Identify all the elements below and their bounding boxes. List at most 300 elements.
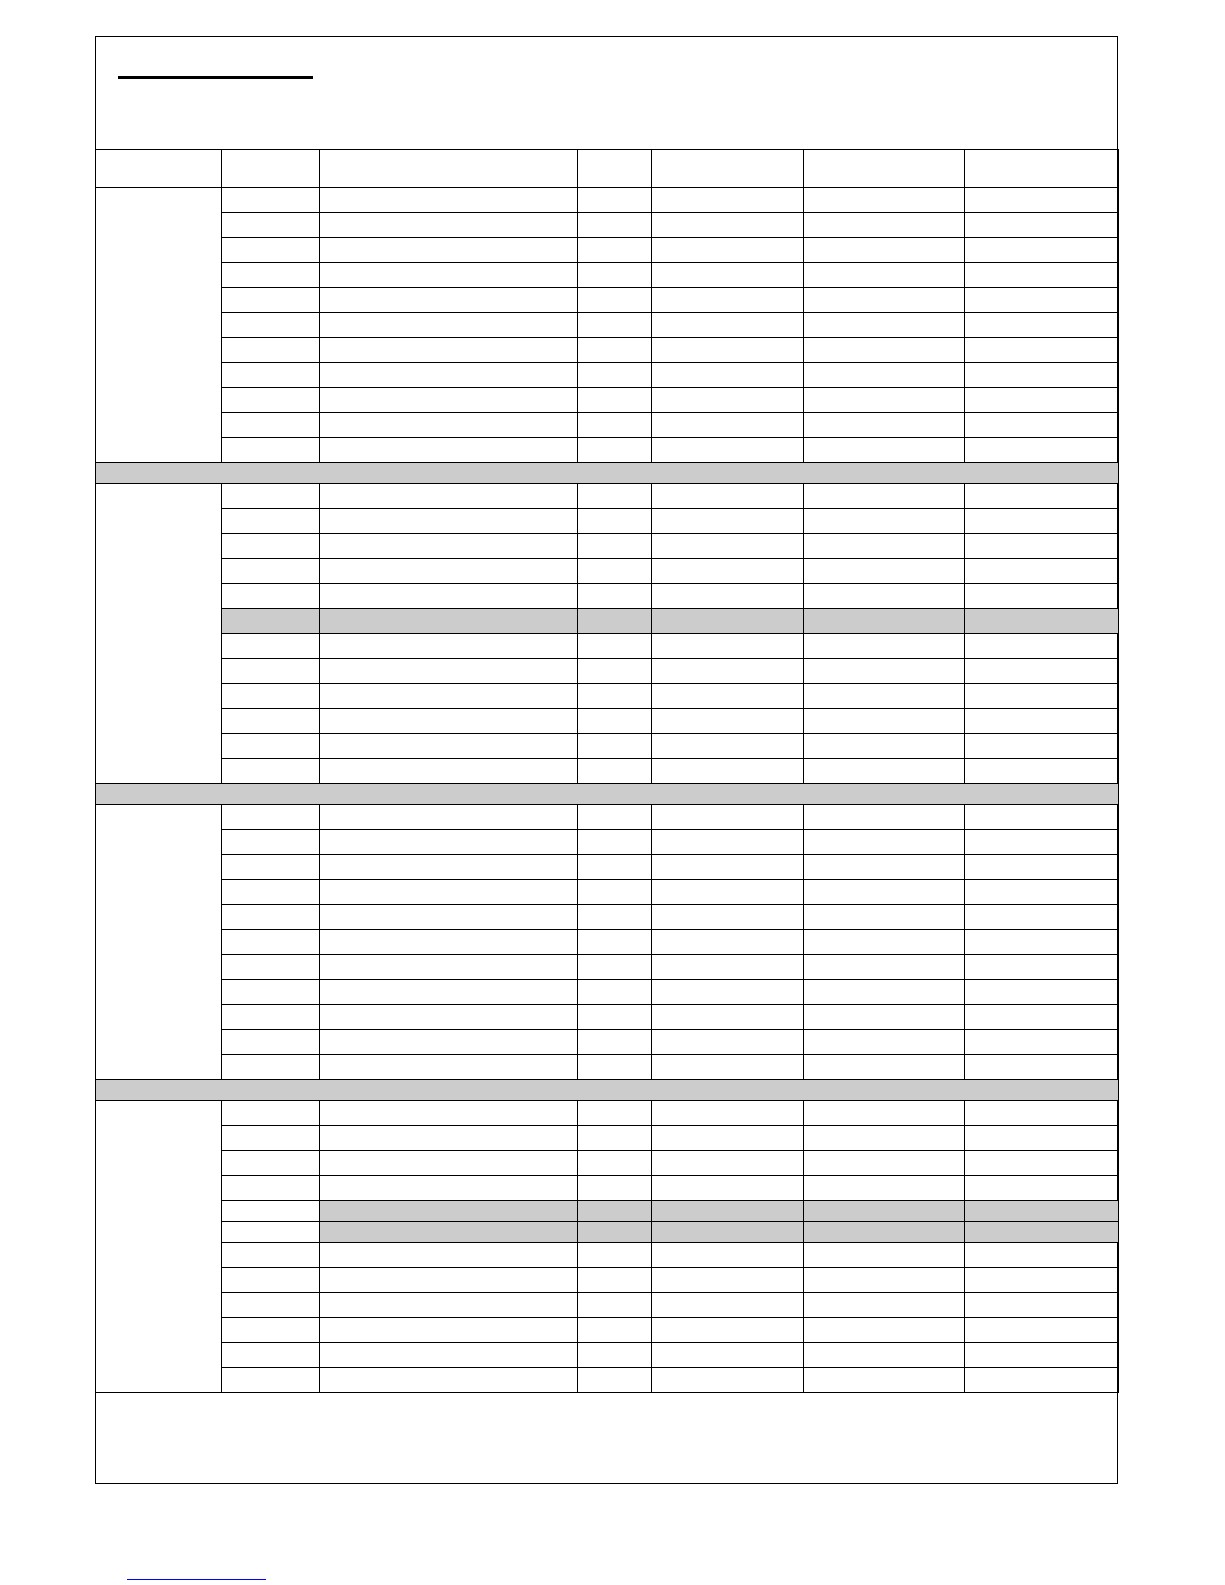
table-cell bbox=[222, 1293, 320, 1318]
table-cell bbox=[320, 734, 578, 759]
table-cell bbox=[965, 338, 1119, 363]
table-cell bbox=[804, 484, 965, 509]
table-cell bbox=[320, 388, 578, 413]
column-header bbox=[804, 150, 965, 188]
table-cell bbox=[652, 584, 804, 609]
table-cell bbox=[578, 363, 652, 388]
table-cell bbox=[578, 709, 652, 734]
table-cell bbox=[578, 955, 652, 980]
table-cell bbox=[222, 830, 320, 855]
table-cell bbox=[804, 1201, 965, 1222]
table-cell bbox=[965, 734, 1119, 759]
table-cell bbox=[320, 534, 578, 559]
table-cell bbox=[965, 438, 1119, 463]
table-row bbox=[96, 684, 1119, 709]
table-cell bbox=[804, 759, 965, 784]
table-cell bbox=[320, 634, 578, 659]
table-header-row bbox=[96, 150, 1119, 188]
table-row bbox=[96, 1030, 1119, 1055]
table-row bbox=[96, 534, 1119, 559]
table-row bbox=[96, 634, 1119, 659]
table-cell bbox=[578, 188, 652, 213]
table-cell bbox=[965, 1176, 1119, 1201]
table-cell bbox=[965, 1343, 1119, 1368]
table-row bbox=[96, 188, 1119, 213]
table-cell bbox=[804, 1126, 965, 1151]
table-cell bbox=[320, 659, 578, 684]
table-cell bbox=[965, 1243, 1119, 1268]
table-cell bbox=[965, 1151, 1119, 1176]
table-cell bbox=[652, 509, 804, 534]
table-row bbox=[96, 1151, 1119, 1176]
table-cell bbox=[222, 363, 320, 388]
table-row bbox=[96, 584, 1119, 609]
table-cell bbox=[578, 1222, 652, 1243]
table-row bbox=[96, 1101, 1119, 1126]
table-cell bbox=[965, 1126, 1119, 1151]
table-cell bbox=[804, 930, 965, 955]
table-cell bbox=[222, 263, 320, 288]
table-row bbox=[96, 880, 1119, 905]
table-row bbox=[96, 559, 1119, 584]
table-cell bbox=[578, 830, 652, 855]
table-cell bbox=[652, 1126, 804, 1151]
table-cell bbox=[804, 438, 965, 463]
table-row bbox=[96, 1293, 1119, 1318]
table-cell bbox=[965, 584, 1119, 609]
table-cell bbox=[965, 759, 1119, 784]
table-cell bbox=[965, 1368, 1119, 1393]
table-cell bbox=[320, 1343, 578, 1368]
table-cell bbox=[804, 1293, 965, 1318]
table-cell bbox=[965, 238, 1119, 263]
table-cell bbox=[222, 288, 320, 313]
table-cell bbox=[965, 659, 1119, 684]
table-cell bbox=[222, 188, 320, 213]
table-cell bbox=[320, 1055, 578, 1080]
table-cell bbox=[320, 1268, 578, 1293]
table-cell bbox=[804, 263, 965, 288]
table-cell bbox=[578, 1030, 652, 1055]
table-cell bbox=[578, 880, 652, 905]
table-cell bbox=[578, 1005, 652, 1030]
table-cell bbox=[652, 1151, 804, 1176]
table-cell bbox=[320, 1318, 578, 1343]
table-row bbox=[96, 1222, 1119, 1243]
table-cell bbox=[652, 830, 804, 855]
table-cell bbox=[222, 1268, 320, 1293]
table-cell bbox=[652, 288, 804, 313]
table-cell bbox=[652, 684, 804, 709]
table-row bbox=[96, 930, 1119, 955]
table-cell bbox=[320, 1293, 578, 1318]
table-cell bbox=[222, 634, 320, 659]
table-row bbox=[96, 484, 1119, 509]
section-separator-cell bbox=[96, 1080, 1119, 1101]
table-cell bbox=[804, 213, 965, 238]
table-cell bbox=[965, 559, 1119, 584]
table-cell bbox=[320, 709, 578, 734]
table-cell bbox=[804, 1343, 965, 1368]
table-cell bbox=[652, 1005, 804, 1030]
table-cell bbox=[965, 363, 1119, 388]
table-cell bbox=[320, 313, 578, 338]
table-cell bbox=[578, 634, 652, 659]
table-cell bbox=[652, 1201, 804, 1222]
table-cell bbox=[320, 1005, 578, 1030]
table-cell bbox=[965, 1030, 1119, 1055]
table-cell bbox=[804, 1151, 965, 1176]
table-cell bbox=[804, 313, 965, 338]
table-cell bbox=[222, 805, 320, 830]
table-row bbox=[96, 980, 1119, 1005]
table-cell bbox=[578, 263, 652, 288]
column-header bbox=[222, 150, 320, 188]
table-cell bbox=[804, 634, 965, 659]
table-cell bbox=[578, 980, 652, 1005]
table-row bbox=[96, 1368, 1119, 1393]
table-cell bbox=[652, 659, 804, 684]
table-cell bbox=[222, 1005, 320, 1030]
table-cell bbox=[652, 1055, 804, 1080]
table-cell bbox=[320, 880, 578, 905]
table-cell bbox=[320, 288, 578, 313]
table-cell bbox=[652, 855, 804, 880]
table-row bbox=[96, 659, 1119, 684]
table-cell bbox=[652, 188, 804, 213]
table-cell bbox=[320, 1101, 578, 1126]
table-row bbox=[96, 805, 1119, 830]
table-row bbox=[96, 438, 1119, 463]
table-cell bbox=[578, 559, 652, 584]
footer-link[interactable] bbox=[127, 1579, 266, 1580]
column-header bbox=[578, 150, 652, 188]
table-cell bbox=[804, 905, 965, 930]
section-separator-cell bbox=[96, 463, 1119, 484]
table-cell bbox=[652, 955, 804, 980]
table-cell bbox=[804, 559, 965, 584]
title-underline bbox=[118, 76, 313, 79]
table-cell bbox=[578, 734, 652, 759]
table-cell bbox=[652, 313, 804, 338]
table-cell bbox=[222, 534, 320, 559]
table-cell bbox=[965, 805, 1119, 830]
table-cell bbox=[578, 609, 652, 634]
table-row bbox=[96, 1318, 1119, 1343]
section-separator-row bbox=[96, 463, 1119, 484]
table-row bbox=[96, 1201, 1119, 1222]
table-row bbox=[96, 1055, 1119, 1080]
table-cell bbox=[965, 1055, 1119, 1080]
table-cell bbox=[804, 363, 965, 388]
table-cell bbox=[804, 188, 965, 213]
table-cell bbox=[578, 1126, 652, 1151]
table-cell bbox=[804, 1318, 965, 1343]
table-cell bbox=[222, 759, 320, 784]
table-cell bbox=[222, 559, 320, 584]
section-separator-row bbox=[96, 1080, 1119, 1101]
table-cell bbox=[652, 905, 804, 930]
table-cell bbox=[320, 213, 578, 238]
table-cell bbox=[222, 584, 320, 609]
table-cell bbox=[578, 509, 652, 534]
table-cell bbox=[578, 1101, 652, 1126]
table-cell bbox=[652, 388, 804, 413]
table-row bbox=[96, 1343, 1119, 1368]
table-cell bbox=[804, 238, 965, 263]
table-cell bbox=[578, 1368, 652, 1393]
table-cell bbox=[320, 338, 578, 363]
table-cell bbox=[652, 1318, 804, 1343]
table-cell bbox=[804, 1368, 965, 1393]
table-cell bbox=[965, 1101, 1119, 1126]
table-cell bbox=[804, 1055, 965, 1080]
table-cell bbox=[965, 213, 1119, 238]
table-cell bbox=[222, 1055, 320, 1080]
table-cell bbox=[222, 980, 320, 1005]
table-cell bbox=[804, 684, 965, 709]
table-cell bbox=[222, 1030, 320, 1055]
table-cell bbox=[652, 805, 804, 830]
table-cell bbox=[965, 980, 1119, 1005]
table-cell bbox=[965, 1318, 1119, 1343]
table-cell bbox=[222, 1176, 320, 1201]
table-cell bbox=[320, 980, 578, 1005]
table-cell bbox=[652, 1101, 804, 1126]
table-cell bbox=[965, 880, 1119, 905]
table-cell bbox=[222, 1126, 320, 1151]
table-row bbox=[96, 955, 1119, 980]
table-cell bbox=[578, 805, 652, 830]
table-cell bbox=[222, 1343, 320, 1368]
table-cell bbox=[804, 413, 965, 438]
table-cell bbox=[965, 684, 1119, 709]
table-cell bbox=[965, 955, 1119, 980]
table-cell bbox=[320, 955, 578, 980]
table-cell bbox=[804, 830, 965, 855]
table-cell bbox=[320, 1176, 578, 1201]
table-cell bbox=[320, 584, 578, 609]
table-cell bbox=[222, 955, 320, 980]
table-cell bbox=[652, 1368, 804, 1393]
table-cell bbox=[652, 363, 804, 388]
table-cell bbox=[965, 1293, 1119, 1318]
table-cell bbox=[320, 1243, 578, 1268]
table-cell bbox=[652, 1343, 804, 1368]
table-cell bbox=[320, 759, 578, 784]
table-cell bbox=[652, 559, 804, 584]
table-cell bbox=[320, 930, 578, 955]
section-separator-row bbox=[96, 784, 1119, 805]
table-cell bbox=[965, 534, 1119, 559]
table-cell bbox=[222, 1201, 320, 1222]
table-cell bbox=[804, 980, 965, 1005]
table-row bbox=[96, 1005, 1119, 1030]
table-row bbox=[96, 509, 1119, 534]
table-cell bbox=[320, 484, 578, 509]
table-cell bbox=[222, 930, 320, 955]
table-cell bbox=[320, 363, 578, 388]
table-cell bbox=[804, 1243, 965, 1268]
table-cell bbox=[652, 263, 804, 288]
table-cell bbox=[578, 338, 652, 363]
table-cell bbox=[222, 338, 320, 363]
table-row bbox=[96, 313, 1119, 338]
table-cell bbox=[578, 1268, 652, 1293]
table-cell bbox=[652, 534, 804, 559]
table-cell bbox=[804, 1101, 965, 1126]
table-cell bbox=[578, 238, 652, 263]
table-row bbox=[96, 609, 1119, 634]
table-cell bbox=[965, 1201, 1119, 1222]
table-cell bbox=[222, 659, 320, 684]
table-cell bbox=[578, 659, 652, 684]
table-cell bbox=[804, 338, 965, 363]
group-label-cell bbox=[96, 484, 222, 784]
table-cell bbox=[320, 559, 578, 584]
table-cell bbox=[222, 709, 320, 734]
table-cell bbox=[222, 484, 320, 509]
table-cell bbox=[578, 930, 652, 955]
table-cell bbox=[652, 634, 804, 659]
table-cell bbox=[222, 213, 320, 238]
table-row bbox=[96, 413, 1119, 438]
table-row bbox=[96, 734, 1119, 759]
table-cell bbox=[578, 1318, 652, 1343]
table-cell bbox=[965, 709, 1119, 734]
table-cell bbox=[320, 1151, 578, 1176]
table-cell bbox=[804, 1268, 965, 1293]
table-cell bbox=[578, 1055, 652, 1080]
table-cell bbox=[804, 534, 965, 559]
table-cell bbox=[804, 734, 965, 759]
table-cell bbox=[965, 1268, 1119, 1293]
table-cell bbox=[320, 1030, 578, 1055]
table-cell bbox=[578, 388, 652, 413]
table-cell bbox=[578, 413, 652, 438]
column-header bbox=[965, 150, 1119, 188]
table-cell bbox=[804, 509, 965, 534]
table-cell bbox=[804, 288, 965, 313]
table-cell bbox=[320, 1126, 578, 1151]
table-row bbox=[96, 213, 1119, 238]
table-cell bbox=[222, 413, 320, 438]
table-cell bbox=[222, 905, 320, 930]
table-cell bbox=[222, 1222, 320, 1243]
table-cell bbox=[222, 1151, 320, 1176]
table-cell bbox=[652, 1030, 804, 1055]
table-cell bbox=[320, 684, 578, 709]
table-cell bbox=[578, 584, 652, 609]
table-cell bbox=[652, 1293, 804, 1318]
table-cell bbox=[320, 509, 578, 534]
column-header bbox=[320, 150, 578, 188]
table-cell bbox=[965, 609, 1119, 634]
table-row bbox=[96, 363, 1119, 388]
table-cell bbox=[652, 734, 804, 759]
table-cell bbox=[320, 609, 578, 634]
table-row bbox=[96, 830, 1119, 855]
table-cell bbox=[965, 905, 1119, 930]
table-row bbox=[96, 238, 1119, 263]
table-row bbox=[96, 1176, 1119, 1201]
table-cell bbox=[652, 238, 804, 263]
table-cell bbox=[320, 1222, 578, 1243]
table-cell bbox=[804, 855, 965, 880]
table-cell bbox=[965, 413, 1119, 438]
table-cell bbox=[965, 484, 1119, 509]
table-cell bbox=[965, 509, 1119, 534]
table-cell bbox=[222, 438, 320, 463]
table-cell bbox=[652, 1268, 804, 1293]
table-cell bbox=[222, 1368, 320, 1393]
data-table-container bbox=[95, 149, 1118, 1393]
table-cell bbox=[222, 388, 320, 413]
section-separator-cell bbox=[96, 784, 1119, 805]
table-cell bbox=[578, 684, 652, 709]
table-cell bbox=[965, 263, 1119, 288]
table-cell bbox=[965, 288, 1119, 313]
table-cell bbox=[578, 855, 652, 880]
table-cell bbox=[320, 263, 578, 288]
table-cell bbox=[578, 1176, 652, 1201]
table-cell bbox=[320, 805, 578, 830]
table-cell bbox=[652, 438, 804, 463]
column-header bbox=[652, 150, 804, 188]
table-cell bbox=[578, 438, 652, 463]
table-cell bbox=[652, 759, 804, 784]
table-cell bbox=[222, 1243, 320, 1268]
group-label-cell bbox=[96, 188, 222, 463]
table-row bbox=[96, 1243, 1119, 1268]
table-cell bbox=[652, 980, 804, 1005]
table-cell bbox=[965, 1005, 1119, 1030]
table-cell bbox=[578, 759, 652, 784]
table-cell bbox=[652, 484, 804, 509]
table-cell bbox=[804, 709, 965, 734]
table-row bbox=[96, 709, 1119, 734]
table-cell bbox=[578, 1343, 652, 1368]
table-cell bbox=[804, 805, 965, 830]
table-cell bbox=[804, 1176, 965, 1201]
table-cell bbox=[320, 438, 578, 463]
table-cell bbox=[578, 288, 652, 313]
table-row bbox=[96, 759, 1119, 784]
table-cell bbox=[965, 188, 1119, 213]
table-cell bbox=[320, 413, 578, 438]
table-cell bbox=[804, 1005, 965, 1030]
table-cell bbox=[578, 905, 652, 930]
table-cell bbox=[804, 388, 965, 413]
table-row bbox=[96, 338, 1119, 363]
table-row bbox=[96, 388, 1119, 413]
table-cell bbox=[320, 1201, 578, 1222]
table-cell bbox=[222, 313, 320, 338]
table-cell bbox=[578, 534, 652, 559]
table-cell bbox=[804, 659, 965, 684]
table-cell bbox=[965, 1222, 1119, 1243]
table-cell bbox=[320, 830, 578, 855]
table-cell bbox=[965, 388, 1119, 413]
table-cell bbox=[652, 1243, 804, 1268]
table-cell bbox=[965, 830, 1119, 855]
table-cell bbox=[578, 1293, 652, 1318]
table-cell bbox=[652, 709, 804, 734]
table-row bbox=[96, 1268, 1119, 1293]
table-cell bbox=[652, 1176, 804, 1201]
table-row bbox=[96, 1126, 1119, 1151]
table-cell bbox=[804, 880, 965, 905]
